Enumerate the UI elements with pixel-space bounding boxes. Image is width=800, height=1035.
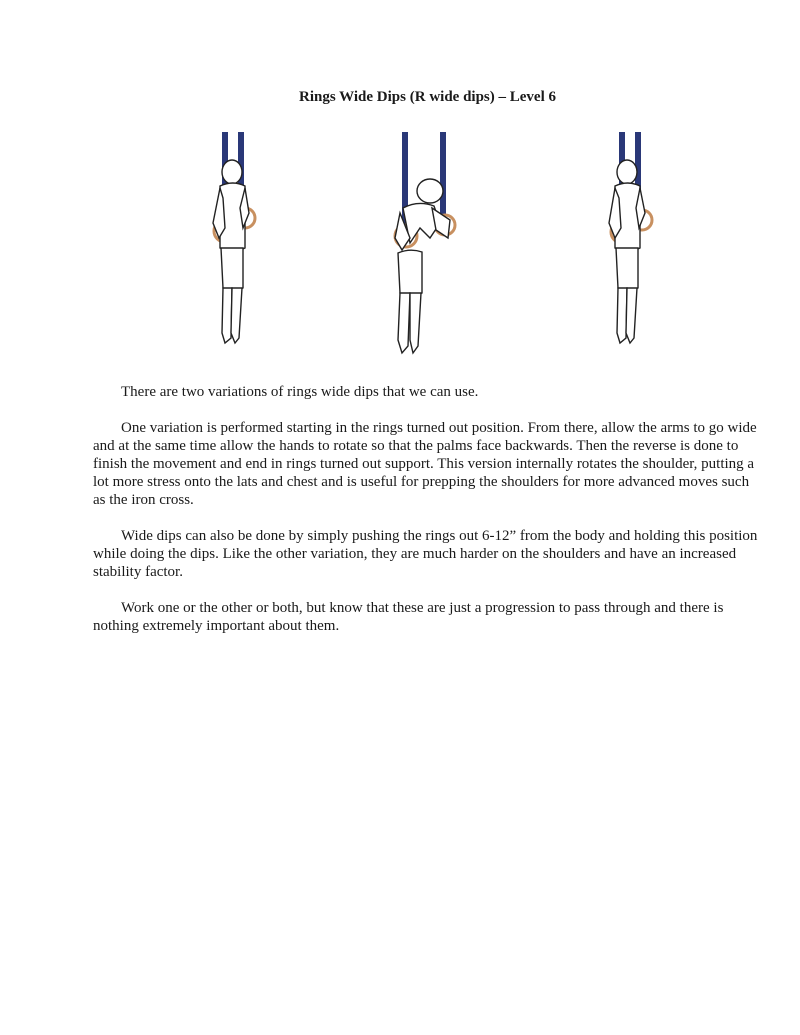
body-text	[93, 383, 763, 653]
paragraph-intro: There are two variations of rings wide dips that we can use.	[121, 384, 479, 400]
figure-rings-turned-out-finish-icon	[585, 128, 675, 353]
paragraph-variation-one: One variation is performed starting in the rings turned out position. From there, allow the arms to go wide and at the same time allow the hands to rotate so that the palms face backwards. Then the reverse is done to finish the movement and end in rings turned out support. This version internally rotates the shoulder, putting a lot more stress onto the lats and chest and is useful for prepping the shoulders for more advanced moves such as the iron cross.	[93, 420, 757, 508]
page-title: Rings Wide Dips (R wide dips) – Level 6	[299, 89, 556, 105]
figure-rings-wide-dip-bottom-icon	[370, 128, 470, 363]
paragraph-conclusion: Work one or the other or both, but know that these are just a progression to pass through and there is nothing extremely important about them.	[93, 600, 724, 634]
figure-row	[0, 128, 800, 368]
paragraph-variation-two: Wide dips can also be done by simply pushing the rings out 6-12” from the body and holding this position while doing the dips. Like the other variation, they are much harder on the shoulders and have an increased stability factor.	[93, 528, 758, 580]
figure-rings-turned-out-support-icon	[185, 128, 275, 353]
